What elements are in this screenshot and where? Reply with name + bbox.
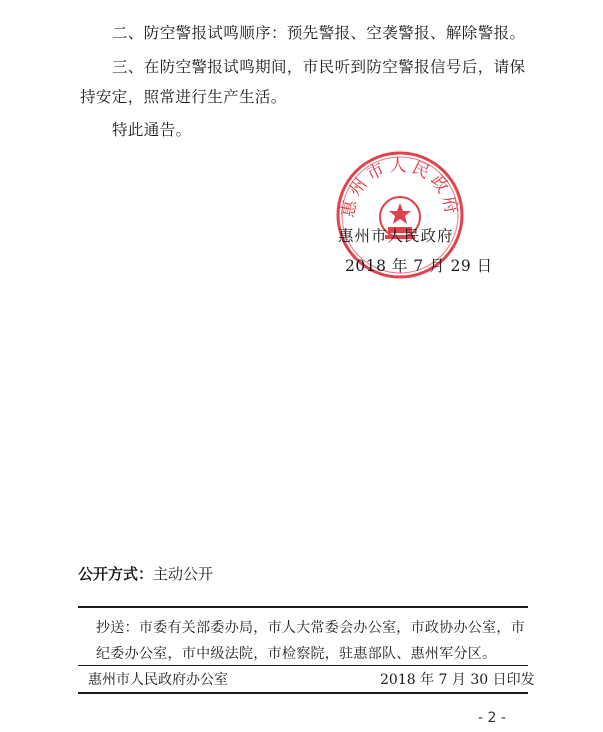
body-paragraph-public-notice: 三、在防空警报试鸣期间，市民听到防空警报信号后，请保持安定，照常进行生产生活。	[80, 58, 526, 106]
seal-text: 惠州市人民政府	[338, 156, 462, 220]
disclosure-method	[78, 563, 213, 584]
issue-date: 2018 年 7 月 30 日印发	[380, 672, 535, 688]
signature-date: 2018 年 7 月 29 日	[345, 257, 493, 275]
divider-bottom	[78, 692, 528, 694]
cc-block	[96, 615, 526, 667]
divider-top	[78, 606, 528, 608]
disclosure-value: 主动公开	[153, 565, 214, 583]
page-number: - 2 -	[478, 710, 506, 726]
body-paragraph-closing: 特此通告。	[112, 121, 192, 139]
cc-line-1: 抄送：市委有关部委办局，市人大常委会办公室，市政协办公室，市	[96, 620, 525, 636]
disclosure-label: 公开方式：	[78, 565, 154, 583]
body-paragraph-siren-sequence: 二、防空警报试鸣顺序：预先警报、空袭警报、解除警报。	[112, 24, 526, 42]
issuing-office: 惠州市人民政府办公室	[88, 672, 228, 688]
signer-name: 惠州市人民政府	[338, 227, 454, 245]
cc-line-2: 纪委办公室，市中级法院，市检察院，驻惠部队、惠州军分区。	[96, 646, 497, 662]
divider-middle	[78, 665, 528, 666]
